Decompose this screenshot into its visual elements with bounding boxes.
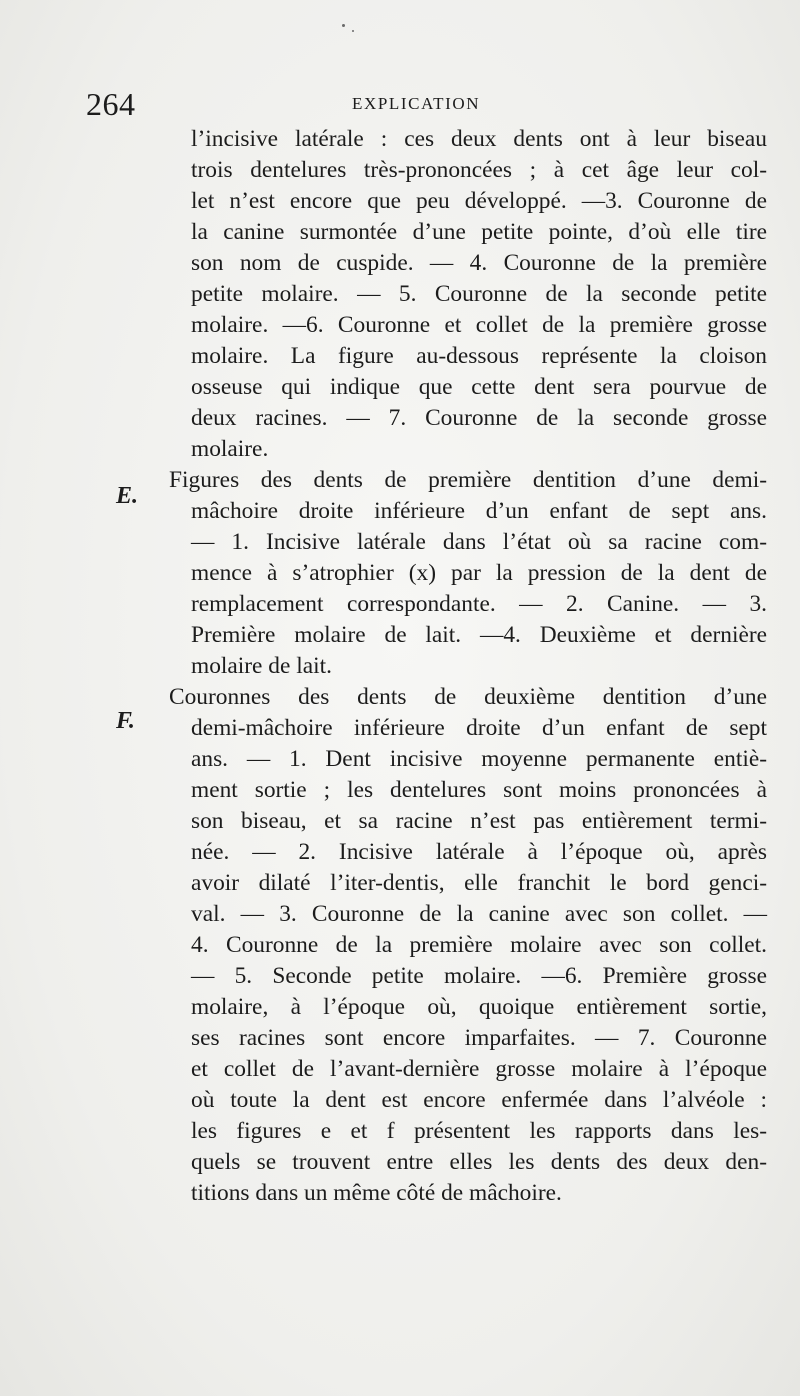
- text-line: et collet de l’avant-dernière grosse molaire à l’époque: [191, 1056, 767, 1082]
- text-line: molaire. —6. Couronne et collet de la première grosse: [191, 312, 767, 338]
- ink-speck: [352, 30, 354, 32]
- paragraph-e: [169, 465, 767, 682]
- text-line: molaire.: [191, 436, 269, 462]
- ink-speck: [342, 24, 345, 27]
- text-line: son biseau, et sa racine n’est pas entièrement termi-: [191, 808, 767, 834]
- text-line: molaire. La figure au-dessous représente la cloison: [191, 343, 767, 369]
- paragraph-marker-e: E.: [116, 483, 139, 509]
- text-line: ans. — 1. Dent incisive moyenne permanente entiè-: [191, 746, 767, 772]
- text-line: née. — 2. Incisive latérale à l’époque où, après: [191, 839, 767, 865]
- paragraph-d-continued: [191, 124, 767, 465]
- text-line: molaire de lait.: [191, 653, 332, 679]
- body-text: [169, 124, 767, 1209]
- paragraph-marker-f: F.: [116, 708, 135, 734]
- text-line: mence à s’atrophier (x) par la pression de la dent de: [191, 560, 767, 586]
- text-line: son nom de cuspide. — 4. Couronne de la première: [191, 250, 767, 276]
- text-line: 4. Couronne de la première molaire avec son collet.: [191, 932, 767, 958]
- text-line: la canine surmontée d’une petite pointe, d’où elle tire: [191, 219, 767, 245]
- text-line: ses racines sont encore imparfaites. — 7. Couronne: [191, 1025, 767, 1051]
- text-line: deux racines. — 7. Couronne de la seconde grosse: [191, 405, 767, 431]
- text-line: Première molaire de lait. —4. Deuxième et dernière: [191, 622, 767, 648]
- text-line: l’incisive latérale : ces deux dents ont à leur biseau: [191, 126, 767, 152]
- text-line: petite molaire. — 5. Couronne de la seconde petite: [191, 281, 767, 307]
- text-line: Figures des dents de première dentition d’une demi-: [169, 467, 767, 493]
- text-line: demi-mâchoire inférieure droite d’un enfant de sept: [191, 715, 767, 741]
- text-line: remplacement correspondante. — 2. Canine. — 3.: [191, 591, 767, 617]
- page-number: 264: [86, 86, 136, 122]
- text-line: molaire, à l’époque où, quoique entièrement sortie,: [191, 994, 767, 1020]
- text-line: — 1. Incisive latérale dans l’état où sa racine com-: [191, 529, 767, 555]
- text-line: ment sortie ; les dentelures sont moins prononcées à: [191, 777, 767, 803]
- text-line: — 5. Seconde petite molaire. —6. Première grosse: [191, 963, 767, 989]
- paragraph-f: [169, 682, 767, 1209]
- text-line: osseuse qui indique que cette dent sera pourvue de: [191, 374, 767, 400]
- text-line: où toute la dent est encore enfermée dans l’alvéole :: [191, 1087, 767, 1113]
- text-line: mâchoire droite inférieure d’un enfant de sept ans.: [191, 498, 767, 524]
- text-line: les figures e et f présentent les rapports dans les-: [191, 1118, 767, 1144]
- text-line: val. — 3. Couronne de la canine avec son collet. —: [191, 901, 767, 927]
- text-line: titions dans un même côté de mâchoire.: [191, 1180, 562, 1206]
- text-line: let n’est encore que peu développé. —3. Couronne de: [191, 188, 767, 214]
- text-line: trois dentelures très-prononcées ; à cet âge leur col-: [191, 157, 767, 183]
- text-line: quels se trouvent entre elles les dents des deux den-: [191, 1149, 767, 1175]
- text-line: Couronnes des dents de deuxième dentition d’une: [169, 684, 767, 710]
- text-line: avoir dilaté l’iter-dentis, elle franchit le bord genci-: [191, 870, 767, 896]
- running-head: EXPLICATION: [352, 94, 481, 113]
